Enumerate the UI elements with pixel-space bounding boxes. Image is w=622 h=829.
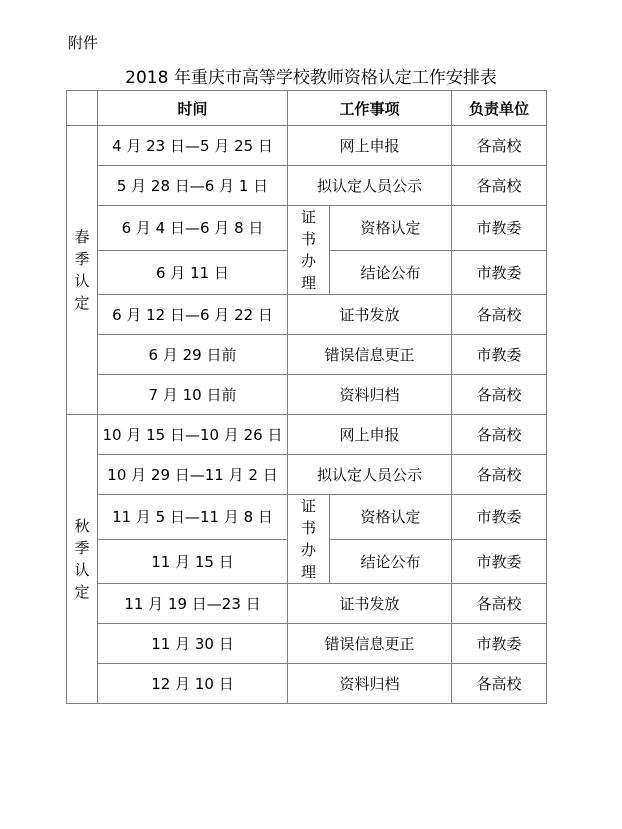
table-row xyxy=(67,335,547,375)
unit-cell: 各高校 xyxy=(452,584,547,624)
time-cell: 6 月 4 日—6 月 8 日 xyxy=(98,206,288,251)
autumn-season-label: 秋季认定 xyxy=(67,415,98,704)
unit-cell: 市教委 xyxy=(452,539,547,584)
time-cell: 11 月 30 日 xyxy=(98,624,288,664)
time-cell: 11 月 15 日 xyxy=(98,539,288,584)
unit-cell: 市教委 xyxy=(452,335,547,375)
table-row xyxy=(67,375,547,415)
header-unit: 负责单位 xyxy=(452,91,547,126)
time-cell: 7 月 10 日前 xyxy=(98,375,288,415)
table-row xyxy=(67,624,547,664)
time-cell: 6 月 29 日前 xyxy=(98,335,288,375)
task-cell: 结论公布 xyxy=(330,539,452,584)
table-row xyxy=(67,295,547,335)
spring-season-label: 春季认定 xyxy=(67,126,98,415)
unit-cell: 市教委 xyxy=(452,495,547,540)
time-cell: 11 月 5 日—11 月 8 日 xyxy=(98,495,288,540)
header-season xyxy=(67,91,98,126)
time-cell: 6 月 11 日 xyxy=(98,250,288,295)
unit-cell: 各高校 xyxy=(452,455,547,495)
task-cell: 拟认定人员公示 xyxy=(288,166,452,206)
unit-cell: 市教委 xyxy=(452,250,547,295)
time-cell: 10 月 15 日—10 月 26 日 xyxy=(98,415,288,455)
time-cell: 4 月 23 日—5 月 25 日 xyxy=(98,126,288,166)
task-cell: 错误信息更正 xyxy=(288,624,452,664)
table-header-row xyxy=(67,91,547,126)
unit-cell: 各高校 xyxy=(452,166,547,206)
unit-cell: 各高校 xyxy=(452,295,547,335)
task-cell: 资料归档 xyxy=(288,664,452,704)
task-cell: 资格认定 xyxy=(330,206,452,251)
document-title: 2018 年重庆市高等学校教师资格认定工作安排表 xyxy=(125,68,497,88)
table-row xyxy=(67,455,547,495)
task-cell: 网上申报 xyxy=(288,415,452,455)
cert-group-label: 证书办理 xyxy=(288,206,330,295)
table-row xyxy=(67,495,547,540)
cert-group-label: 证书办理 xyxy=(288,495,330,584)
table-row xyxy=(67,166,547,206)
time-cell: 11 月 19 日—23 日 xyxy=(98,584,288,624)
time-cell: 5 月 28 日—6 月 1 日 xyxy=(98,166,288,206)
task-cell: 资料归档 xyxy=(288,375,452,415)
table-row xyxy=(67,415,547,455)
unit-cell: 各高校 xyxy=(452,375,547,415)
task-cell: 证书发放 xyxy=(288,295,452,335)
time-cell: 12 月 10 日 xyxy=(98,664,288,704)
header-time: 时间 xyxy=(98,91,288,126)
header-task: 工作事项 xyxy=(288,91,452,126)
time-cell: 10 月 29 日—11 月 2 日 xyxy=(98,455,288,495)
task-cell: 错误信息更正 xyxy=(288,335,452,375)
task-cell: 证书发放 xyxy=(288,584,452,624)
table-row xyxy=(67,664,547,704)
unit-cell: 各高校 xyxy=(452,126,547,166)
task-cell: 网上申报 xyxy=(288,126,452,166)
task-cell: 资格认定 xyxy=(330,495,452,540)
unit-cell: 市教委 xyxy=(452,624,547,664)
task-cell: 结论公布 xyxy=(330,250,452,295)
table-row xyxy=(67,584,547,624)
task-cell: 拟认定人员公示 xyxy=(288,455,452,495)
time-cell: 6 月 12 日—6 月 22 日 xyxy=(98,295,288,335)
unit-cell: 市教委 xyxy=(452,206,547,251)
attachment-label: 附件 xyxy=(68,34,99,52)
table-row xyxy=(67,126,547,166)
schedule-table xyxy=(66,90,547,704)
unit-cell: 各高校 xyxy=(452,415,547,455)
unit-cell: 各高校 xyxy=(452,664,547,704)
table-row xyxy=(67,206,547,251)
